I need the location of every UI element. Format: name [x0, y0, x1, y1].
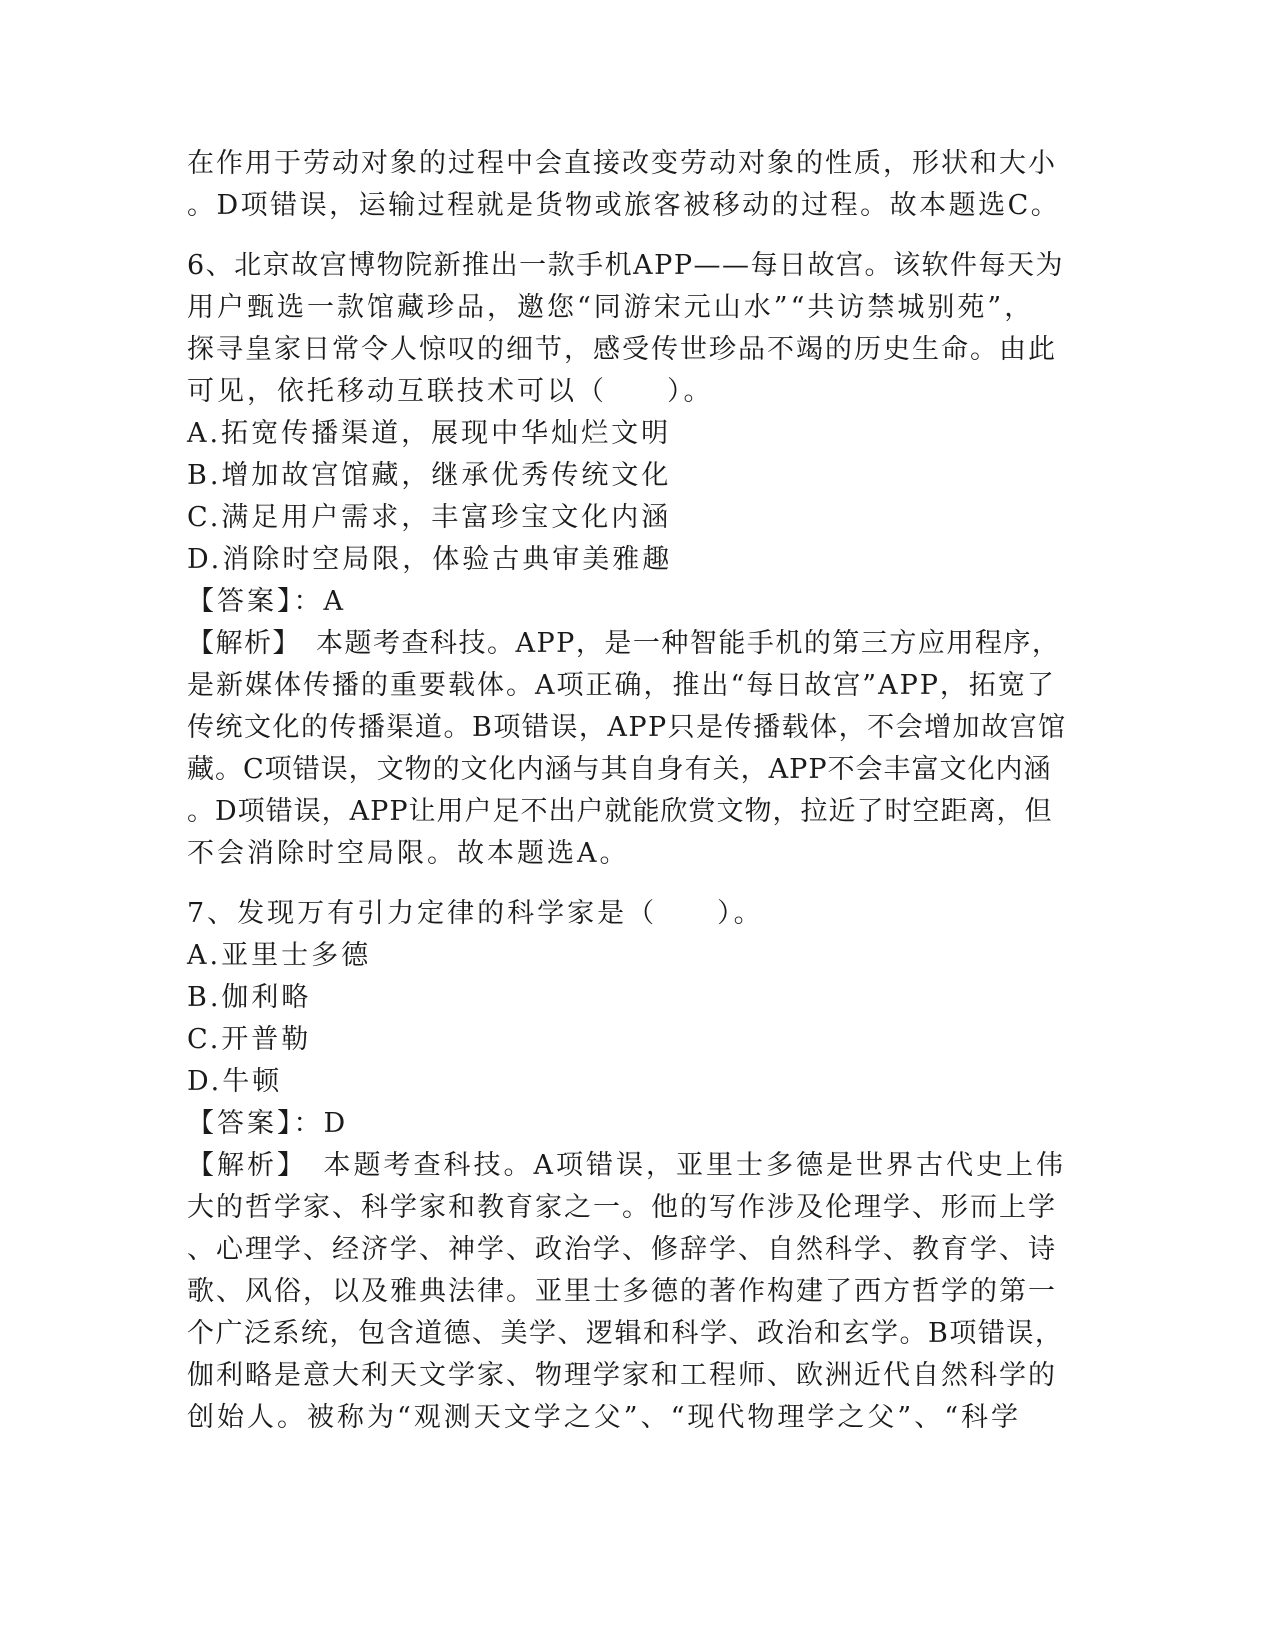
question-7-option-b: B.伽利略	[187, 982, 312, 1013]
question-7-analysis-line: 【解析】 本题考查科技。A项错误，亚里士多德是世界古代史上伟	[187, 1150, 1066, 1181]
question-6-option-b: B.增加故宫馆藏，继承优秀传统文化	[187, 460, 672, 491]
question-6-option-a: A.拓宽传播渠道，展现中华灿烂文明	[187, 418, 672, 449]
question-6-stem-line: 6、北京故宫博物院新推出一款手机APP——每日故宫。该软件每天为	[187, 250, 1065, 281]
question-7-analysis-line: 大的哲学家、科学家和教育家之一。他的写作涉及伦理学、形而上学	[187, 1192, 1057, 1223]
question-6-analysis-line: 藏。C项错误，文物的文化内涵与其自身有关，APP不会丰富文化内涵	[187, 754, 1052, 785]
question-7-stem-line: 7、发现万有引力定律的科学家是（ ）。	[187, 898, 764, 929]
question-6-stem-line: 可见，依托移动互联技术可以（ ）。	[187, 376, 714, 407]
question-7-answer: 【答案】：D	[187, 1108, 349, 1139]
text-line: 。D项错误，运输过程就是货物或旅客被移动的过程。故本题选C。	[187, 190, 1061, 221]
question-6-analysis-line: 是新媒体传播的重要载体。A项正确，推出“每日故宫”APP，拓宽了	[187, 670, 1056, 701]
question-7-analysis-line: 歌、风俗，以及雅典法律。亚里士多德的著作构建了西方哲学的第一	[187, 1276, 1057, 1307]
question-6-answer: 【答案】：A	[187, 586, 346, 617]
question-7-analysis-line: 创始人。被称为“观测天文学之父”、“现代物理学之父”、“科学	[187, 1402, 1022, 1433]
question-6-stem-line: 用户甄选一款馆藏珍品，邀您“同游宋元山水”“共访禁城别苑”，	[187, 292, 1035, 323]
question-6-option-c: C.满足用户需求，丰富珍宝文化内涵	[187, 502, 672, 533]
question-7-analysis-line: 、心理学、经济学、神学、政治学、修辞学、自然科学、教育学、诗	[187, 1234, 1057, 1265]
question-7-option-a: A.亚里士多德	[187, 940, 372, 971]
text-line: 在作用于劳动对象的过程中会直接改变劳动对象的性质，形状和大小	[187, 148, 1057, 179]
question-7-analysis-line: 个广泛系统，包含道德、美学、逻辑和科学、政治和玄学。B项错误，	[187, 1318, 1064, 1349]
question-7-option-c: C.开普勒	[187, 1024, 312, 1055]
question-7-analysis-line: 伽利略是意大利天文学家、物理学家和工程师、欧洲近代自然科学的	[187, 1360, 1057, 1391]
question-6-analysis-line: 【解析】 本题考查科技。APP，是一种智能手机的第三方应用程序，	[187, 628, 1061, 659]
question-6-analysis-line: 不会消除时空局限。故本题选A。	[187, 838, 630, 869]
question-6-analysis-line: 传统文化的传播渠道。B项错误，APP只是传播载体，不会增加故宫馆	[187, 712, 1067, 743]
question-6-option-d: D.消除时空局限，体验古典审美雅趣	[187, 544, 673, 575]
question-6-analysis-line: 。D项错误，APP让用户足不出户就能欣赏文物，拉近了时空距离，但	[187, 796, 1053, 827]
question-7-option-d: D.牛顿	[187, 1066, 283, 1097]
question-6-stem-line: 探寻皇家日常令人惊叹的细节，感受传世珍品不竭的历史生命。由此	[187, 334, 1057, 365]
